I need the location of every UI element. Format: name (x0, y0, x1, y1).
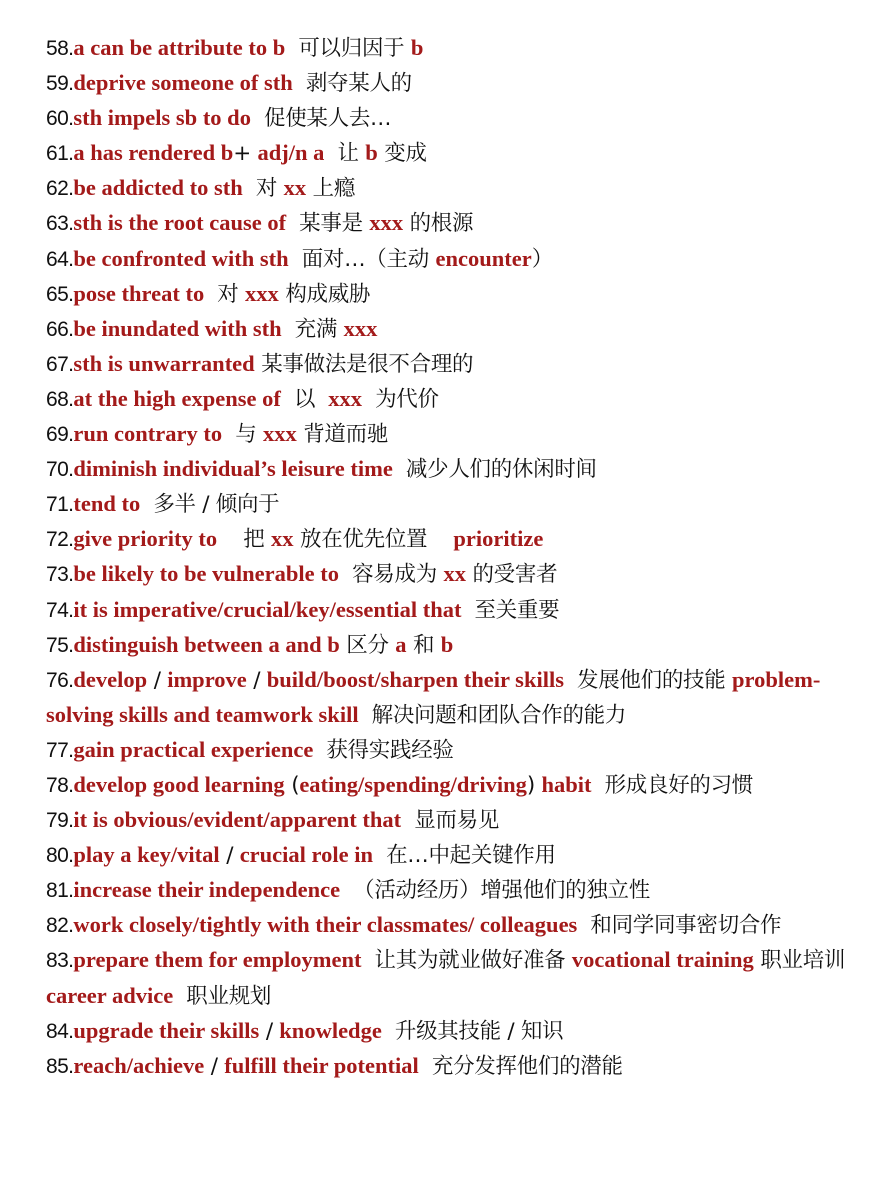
chinese-meaning: 升级其技能 / 知识 (381, 1018, 564, 1044)
english-phrase: it is imperative/crucial/key/essential that (73, 596, 462, 622)
phrase-entry (46, 593, 852, 628)
phrase-entry (46, 242, 852, 277)
english-phrase: it is obvious/evident/apparent that (73, 807, 402, 833)
chinese-meaning: 和 (406, 632, 441, 658)
entry-number: 72. (46, 528, 74, 552)
entry-number: 81. (46, 879, 74, 903)
english-phrase: a can be attribute to b (73, 35, 286, 60)
phrase-entry (46, 31, 852, 66)
entry-number: 71. (46, 493, 74, 517)
entry-number: 61. (46, 142, 74, 166)
entry-number: 78. (46, 773, 74, 797)
phrase-entry (46, 803, 852, 838)
phrase-entry (46, 277, 852, 312)
chinese-meaning: 形成良好的习惯 (591, 772, 754, 798)
english-phrase: b (365, 140, 378, 166)
chinese-meaning: ( (284, 772, 300, 798)
chinese-meaning: 背道而驰 (296, 422, 389, 448)
phrase-entry (46, 487, 852, 522)
chinese-meaning: 职业培训 (753, 948, 852, 974)
english-phrase: crucial role in (239, 842, 373, 868)
phrase-entry (46, 347, 852, 382)
phrase-entry (46, 101, 852, 136)
entry-number: 74. (46, 598, 74, 622)
chinese-meaning: （活动经历）增强他们的独立性 (340, 878, 650, 904)
phrase-entry (46, 733, 852, 768)
chinese-meaning: 显而易见 (401, 808, 500, 834)
english-phrase: xx (283, 175, 307, 201)
entry-number: 75. (46, 633, 74, 657)
english-phrase: xxx (328, 385, 362, 411)
english-phrase: increase their independence (73, 877, 341, 903)
phrase-entry (46, 452, 852, 487)
chinese-meaning: 面对…（主动 (288, 246, 436, 272)
english-phrase: xxx (369, 210, 404, 236)
chinese-meaning: 容易成为 (339, 562, 444, 588)
entry-number: 83. (46, 949, 74, 973)
chinese-meaning: 充分发挥他们的潜能 (418, 1053, 623, 1079)
chinese-meaning: 对 (242, 176, 284, 202)
english-phrase: upgrade their skills (73, 1017, 260, 1043)
english-phrase: be confronted with sth (73, 245, 289, 271)
phrase-entry (46, 768, 852, 803)
phrase-entry (46, 417, 852, 452)
english-phrase: career advice (46, 982, 174, 1008)
entry-number: 64. (46, 247, 74, 271)
entry-number: 58. (46, 37, 74, 60)
chinese-meaning: 至关重要 (461, 597, 560, 623)
english-phrase: xxx (262, 421, 297, 447)
chinese-meaning: / (259, 1018, 280, 1044)
english-phrase: build/boost/sharpen their skills (266, 666, 564, 692)
phrase-entry (46, 557, 852, 592)
entry-number: 67. (46, 352, 74, 376)
english-phrase: prepare them for employment (73, 947, 362, 973)
entry-number: 68. (46, 387, 74, 411)
english-phrase: b (440, 631, 454, 657)
english-phrase: adj/n a (257, 140, 325, 166)
entry-number: 80. (46, 844, 74, 868)
chinese-meaning: 上瘾 (306, 176, 356, 202)
english-phrase: run contrary to (73, 421, 223, 447)
phrase-entry (46, 908, 852, 943)
chinese-meaning: 获得实践经验 (313, 737, 454, 763)
english-phrase: sth impels sb to do (73, 105, 251, 131)
chinese-meaning: 变成 (377, 141, 427, 167)
english-phrase: develop (73, 666, 148, 692)
chinese-meaning: 可以归因于 (285, 36, 411, 61)
english-phrase: xx (443, 561, 466, 587)
chinese-meaning: 发展他们的技能 (563, 667, 732, 693)
phrase-entry (46, 628, 852, 663)
phrase-entry (46, 838, 852, 873)
entry-number: 60. (46, 107, 74, 131)
chinese-meaning: 对 (204, 281, 246, 307)
chinese-meaning: 剥夺某人的 (292, 71, 412, 97)
chinese-meaning: 解决问题和团队合作的能力 (358, 702, 627, 728)
english-phrase: xx (271, 526, 294, 552)
english-phrase: be inundated with sth (73, 315, 282, 341)
entry-number: 63. (46, 212, 74, 236)
english-phrase: fulfill their potential (224, 1052, 419, 1078)
chinese-meaning: 放在优先位置 (293, 527, 454, 553)
english-phrase: pose threat to (73, 280, 205, 306)
entry-number: 69. (46, 423, 74, 447)
english-phrase: gain practical experience (73, 736, 314, 762)
phrase-entry (46, 1049, 852, 1084)
chinese-meaning: ） (531, 246, 553, 272)
english-phrase: encounter (435, 245, 532, 271)
chinese-meaning: 区分 (339, 632, 396, 658)
entry-number: 84. (46, 1019, 74, 1043)
english-phrase: xxx (245, 280, 279, 306)
chinese-meaning: 促使某人去… (250, 106, 392, 132)
phrase-entry (46, 943, 852, 1013)
chinese-meaning: 的受害者 (465, 562, 558, 588)
chinese-meaning: / (147, 667, 168, 693)
phrase-entry (46, 66, 852, 101)
vocabulary-list (46, 31, 852, 1084)
chinese-meaning: 和同学同事密切合作 (577, 913, 782, 939)
phrase-entry (46, 312, 852, 347)
english-phrase: b (410, 35, 424, 60)
chinese-meaning: 让其为就业做好准备 (361, 948, 572, 974)
english-phrase: deprive someone of sth (73, 70, 293, 96)
english-phrase: vocational training (571, 947, 754, 973)
english-phrase: develop good learning (73, 771, 285, 797)
phrase-entry (46, 136, 852, 171)
english-phrase: xxx (343, 315, 378, 341)
english-phrase: a has rendered b (73, 140, 234, 166)
english-phrase: diminish individual’s leisure time (73, 456, 393, 482)
english-phrase: play a key/vital (73, 842, 220, 868)
entry-number: 70. (46, 458, 74, 482)
english-phrase: knowledge (279, 1017, 382, 1043)
phrase-entry (46, 382, 852, 417)
chinese-meaning: 某事是 (286, 211, 370, 237)
english-phrase: reach/achieve (73, 1052, 205, 1078)
english-phrase: tend to (73, 491, 141, 517)
chinese-meaning: 的根源 (403, 211, 474, 237)
entry-number: 66. (46, 317, 74, 341)
entry-number: 62. (46, 177, 74, 201)
english-phrase: be addicted to sth (73, 175, 243, 201)
phrase-entry (46, 1014, 852, 1049)
english-phrase: sth is unwarranted (73, 350, 255, 376)
entry-number: 85. (46, 1054, 74, 1078)
phrase-entry (46, 873, 852, 908)
english-phrase: work closely/tightly with their classmates/ colleagues (73, 912, 578, 938)
chinese-meaning: 把 (217, 527, 271, 553)
entry-number: 73. (46, 563, 74, 587)
chinese-meaning: 多半 / 倾向于 (140, 492, 280, 518)
phrase-entry (46, 663, 852, 733)
english-phrase: prioritize (453, 526, 544, 552)
chinese-meaning: 职业规划 (173, 983, 272, 1009)
english-phrase: habit (541, 771, 592, 797)
english-phrase: a (395, 631, 407, 657)
phrase-entry (46, 206, 852, 241)
entry-number: 59. (46, 72, 74, 96)
chinese-meaning: / (246, 667, 267, 693)
chinese-meaning: 某事做法是很不合理的 (254, 351, 474, 377)
entry-number: 77. (46, 738, 74, 762)
chinese-meaning: / (219, 843, 240, 869)
chinese-meaning: / (204, 1053, 225, 1079)
entry-number: 65. (46, 282, 74, 306)
phrase-entry (46, 522, 852, 557)
english-phrase: sth is the root cause of (73, 210, 287, 236)
chinese-meaning: 构成威胁 (278, 281, 371, 307)
chinese-meaning: 充满 (281, 316, 344, 342)
english-phrase: distinguish between a and b (73, 631, 340, 657)
english-phrase: problem-solving skills and teamwork skill (46, 666, 821, 727)
chinese-meaning: 与 (222, 422, 263, 448)
english-phrase: eating/spending/driving (299, 771, 527, 797)
english-phrase: be likely to be vulnerable to (73, 561, 340, 587)
english-phrase: at the high expense of (73, 385, 281, 411)
chinese-meaning: ) (526, 772, 542, 798)
chinese-meaning: 减少人们的休闲时间 (392, 457, 597, 483)
phrase-entry (46, 171, 852, 206)
english-phrase: give priority to (73, 526, 218, 552)
chinese-meaning: 以 (280, 386, 329, 412)
chinese-meaning: 在…中起关键作用 (373, 843, 556, 869)
chinese-meaning: 为代价 (362, 386, 439, 412)
entry-number: 79. (46, 809, 74, 833)
chinese-meaning: + (233, 141, 258, 167)
entry-number: 82. (46, 914, 74, 938)
english-phrase: improve (167, 666, 247, 692)
entry-number: 76. (46, 668, 74, 692)
chinese-meaning: 让 (324, 141, 366, 167)
